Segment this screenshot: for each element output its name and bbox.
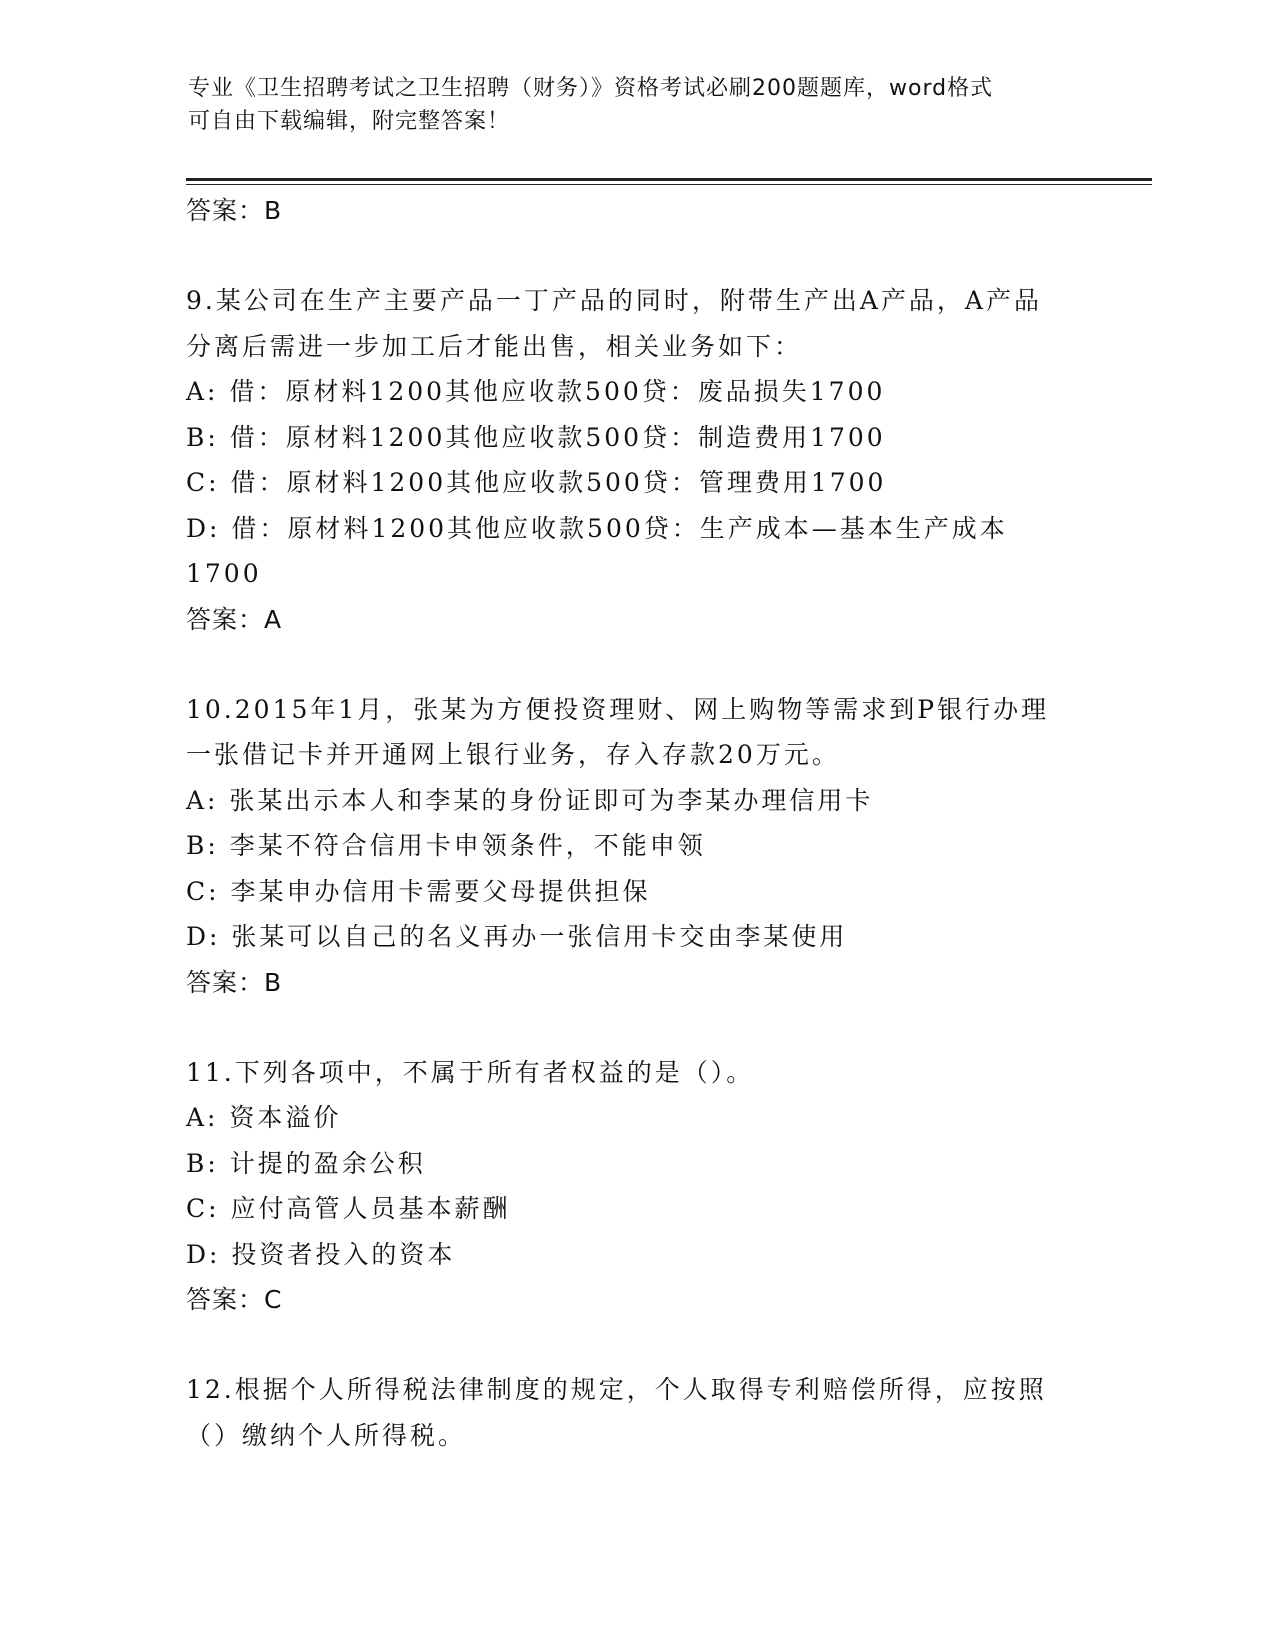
option-d: D: 借：原材料1200其他应收款500贷：生产成本—基本生产成本 (186, 513, 1008, 543)
answer-line: 答案：B (186, 967, 283, 997)
header-rule-thick (186, 178, 1152, 181)
answer-line: 答案：B (186, 196, 283, 225)
header-rule-thin (186, 184, 1152, 185)
spacer (186, 643, 1086, 687)
question-text: 9.某公司在生产主要产品一丁产品的同时，附带生产出A产品，A产品 (186, 286, 1042, 315)
option-a: A: 借：原材料1200其他应收款500贷：废品损失1700 (186, 377, 886, 406)
option-c: C: 李某申办信用卡需要父母提供担保 (186, 876, 651, 906)
document-header (188, 72, 1068, 138)
question-block (186, 687, 1086, 1006)
option-a: A: 资本溢价 (186, 1103, 342, 1132)
question-text: 分离后需进一步加工后才能出售，相关业务如下： (186, 331, 803, 361)
spacer (186, 1006, 1086, 1050)
option-c: C: 借：原材料1200其他应收款500贷：管理费用1700 (186, 468, 887, 497)
question-text: 一张借记卡并开通网上银行业务，存入存款20万元。 (186, 740, 840, 769)
option-d-continued: 1700 (186, 559, 262, 588)
question-text: 11.下列各项中，不属于所有者权益的是（）。 (186, 1057, 755, 1087)
question-block (186, 1367, 1086, 1458)
header-line-2: 可自由下载编辑，附完整答案！ (188, 109, 511, 134)
document-body (186, 188, 1086, 1458)
option-b: B: 李某不符合信用卡申领条件，不能申领 (186, 831, 706, 860)
option-b: B: 计提的盈余公积 (186, 1148, 426, 1178)
option-c: C: 应付高管人员基本薪酬 (186, 1194, 511, 1223)
option-b: B: 借：原材料1200其他应收款500贷：制造费用1700 (186, 422, 886, 452)
question-text: 12.根据个人所得税法律制度的规定，个人取得专利赔偿所得，应按照 (186, 1375, 1047, 1404)
spacer (186, 234, 1086, 278)
answer-line: 答案：C (186, 1285, 283, 1314)
option-d: D: 张某可以自己的名义再办一张信用卡交由李某使用 (186, 922, 848, 951)
question-block (186, 1050, 1086, 1324)
header-line-1: 专业《卫生招聘考试之卫生招聘（财务）》资格考试必刷200题题库，word格式 (188, 76, 994, 101)
option-a: A: 张某出示本人和李某的身份证即可为李某办理信用卡 (186, 785, 874, 815)
answer-line: 答案：A (186, 604, 283, 634)
question-text: 10.2015年1月，张某为方便投资理财、网上购物等需求到P银行办理 (186, 694, 1050, 724)
spacer (186, 1323, 1086, 1367)
option-d: D: 投资者投入的资本 (186, 1239, 456, 1269)
question-block (186, 278, 1086, 643)
question-text: （）缴纳个人所得税。 (186, 1420, 467, 1450)
